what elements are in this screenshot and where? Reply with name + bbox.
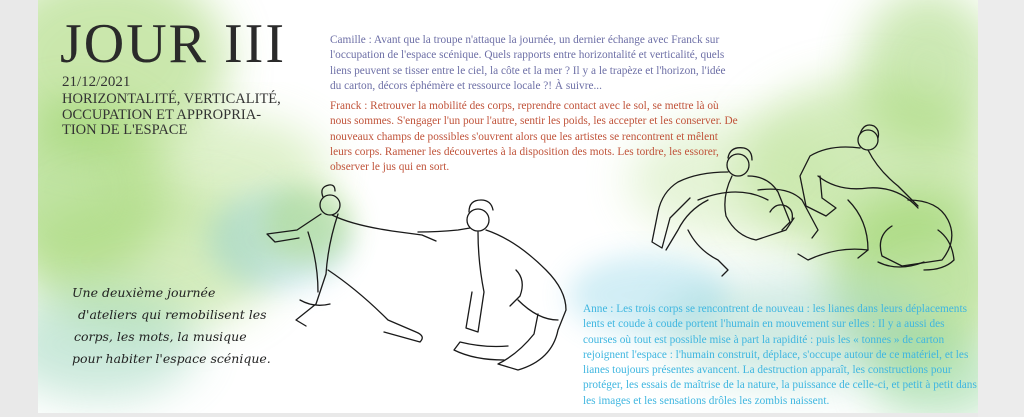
- page-title: JOUR III: [60, 13, 286, 75]
- script-caption-line: pour habiter l'espace scénique.: [72, 351, 271, 366]
- franck-paragraph: Franck : Retrouver la mobilité des corps, reprendre contact avec le sol, se mettre là où nous sommes. S'engager l'un pour l'autre, sentir les poids, les accepter et les conserver. De nouveaux champs de possibles s'ouvrent alors que les artistes se rencontrent et mêlent leurs corps. Ramener les découvertes à la disposition des mots. Les tordre, les essorer, observer le jus qui en sort.: [330, 100, 738, 174]
- script-caption-line: Une deuxième journée: [72, 285, 216, 300]
- script-caption-line: corps, les mots, la musique: [74, 329, 247, 344]
- viewer-margin: [978, 0, 1024, 417]
- script-caption-line: d'ateliers qui remobilisent les: [78, 307, 267, 322]
- anne-paragraph: Anne : Les trois corps se rencontrent de nouveau : les lianes dans leurs déplacements lents et coude à coude portent l'humain en mouvement sur elles : Il y a aussi des courses où tout est possible mise à part la rapidité : puis les « tonnes » de carton rejoignent l'espace : l'humain construit, déplace, s'occupe autour de ce matériel, et les lianes toujours présentes avancent. La destruction apparaît, les constructions pour protéger, les essais de maîtrise de la nature, la puissance de celle-ci, et petit à petit dans les images et les sensations drôles les zombis naissent.: [583, 303, 977, 407]
- dancers-on-floor-illustration: [798, 125, 954, 270]
- script-caption: [72, 282, 312, 370]
- camille-paragraph: Camille : Avant que la troupe n'attaque la journée, un dernier échange avec Franck sur l'occupation de l'espace scénique. Quels rapports entre horizontalité et verticalité, quels liens peuvent se tisser entre le ciel, la côte et la mer ? Il y a le trapèze et l'horizon, l'idée du carton, décors éphémère et ressource locale ?! À suivre...: [330, 34, 726, 92]
- document-page: [38, 0, 978, 413]
- page-subtitle: HORIZONTALITÉ, VERTICALITÉ, OCCUPATION ET APPROPRIA- TION DE L'ESPACE: [62, 91, 281, 138]
- date-label: 21/12/2021: [62, 74, 131, 90]
